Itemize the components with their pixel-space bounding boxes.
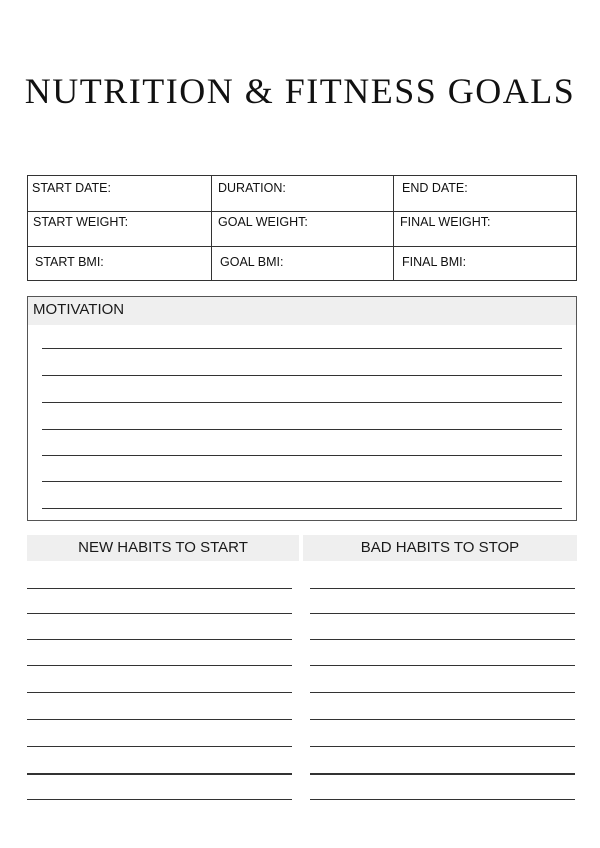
start-date-label: START DATE: <box>32 181 111 195</box>
writing-line <box>27 799 292 800</box>
writing-line <box>27 613 292 614</box>
writing-line <box>27 719 292 720</box>
duration-label: DURATION: <box>218 181 286 195</box>
bad-habits-label: BAD HABITS TO STOP <box>360 539 520 556</box>
writing-line <box>42 455 562 456</box>
motivation-header <box>28 297 576 325</box>
writing-line <box>42 508 562 509</box>
writing-line <box>310 773 575 775</box>
writing-line <box>310 613 575 614</box>
writing-line <box>27 692 292 693</box>
goal-weight-label: GOAL WEIGHT: <box>218 215 308 229</box>
writing-line <box>42 429 562 430</box>
final-weight-label: FINAL WEIGHT: <box>400 215 491 229</box>
table-divider <box>28 246 576 247</box>
writing-line <box>310 719 575 720</box>
new-habits-header <box>27 535 299 561</box>
motivation-box <box>27 296 577 521</box>
writing-line <box>310 588 575 589</box>
writing-line <box>42 481 562 482</box>
writing-line <box>310 639 575 640</box>
motivation-label: MOTIVATION <box>33 301 125 318</box>
writing-line <box>310 692 575 693</box>
writing-line <box>310 799 575 800</box>
writing-line <box>27 588 292 589</box>
table-divider <box>211 176 212 280</box>
writing-line <box>27 639 292 640</box>
table-divider <box>28 211 576 212</box>
writing-line <box>310 665 575 666</box>
page-title: NUTRITION & FITNESS GOALS <box>24 71 576 111</box>
start-bmi-label: START BMI: <box>35 255 104 269</box>
writing-line <box>42 402 562 403</box>
new-habits-label: NEW HABITS TO START <box>78 539 248 556</box>
writing-line <box>27 773 292 775</box>
table-divider <box>393 176 394 280</box>
writing-line <box>42 375 562 376</box>
writing-line <box>310 746 575 747</box>
bad-habits-header <box>303 535 577 561</box>
end-date-label: END DATE: <box>402 181 468 195</box>
goals-info-table <box>27 175 577 281</box>
writing-line <box>27 665 292 666</box>
writing-line <box>27 746 292 747</box>
final-bmi-label: FINAL BMI: <box>402 255 467 269</box>
writing-line <box>42 348 562 349</box>
goal-bmi-label: GOAL BMI: <box>220 255 284 269</box>
start-weight-label: START WEIGHT: <box>33 215 129 229</box>
